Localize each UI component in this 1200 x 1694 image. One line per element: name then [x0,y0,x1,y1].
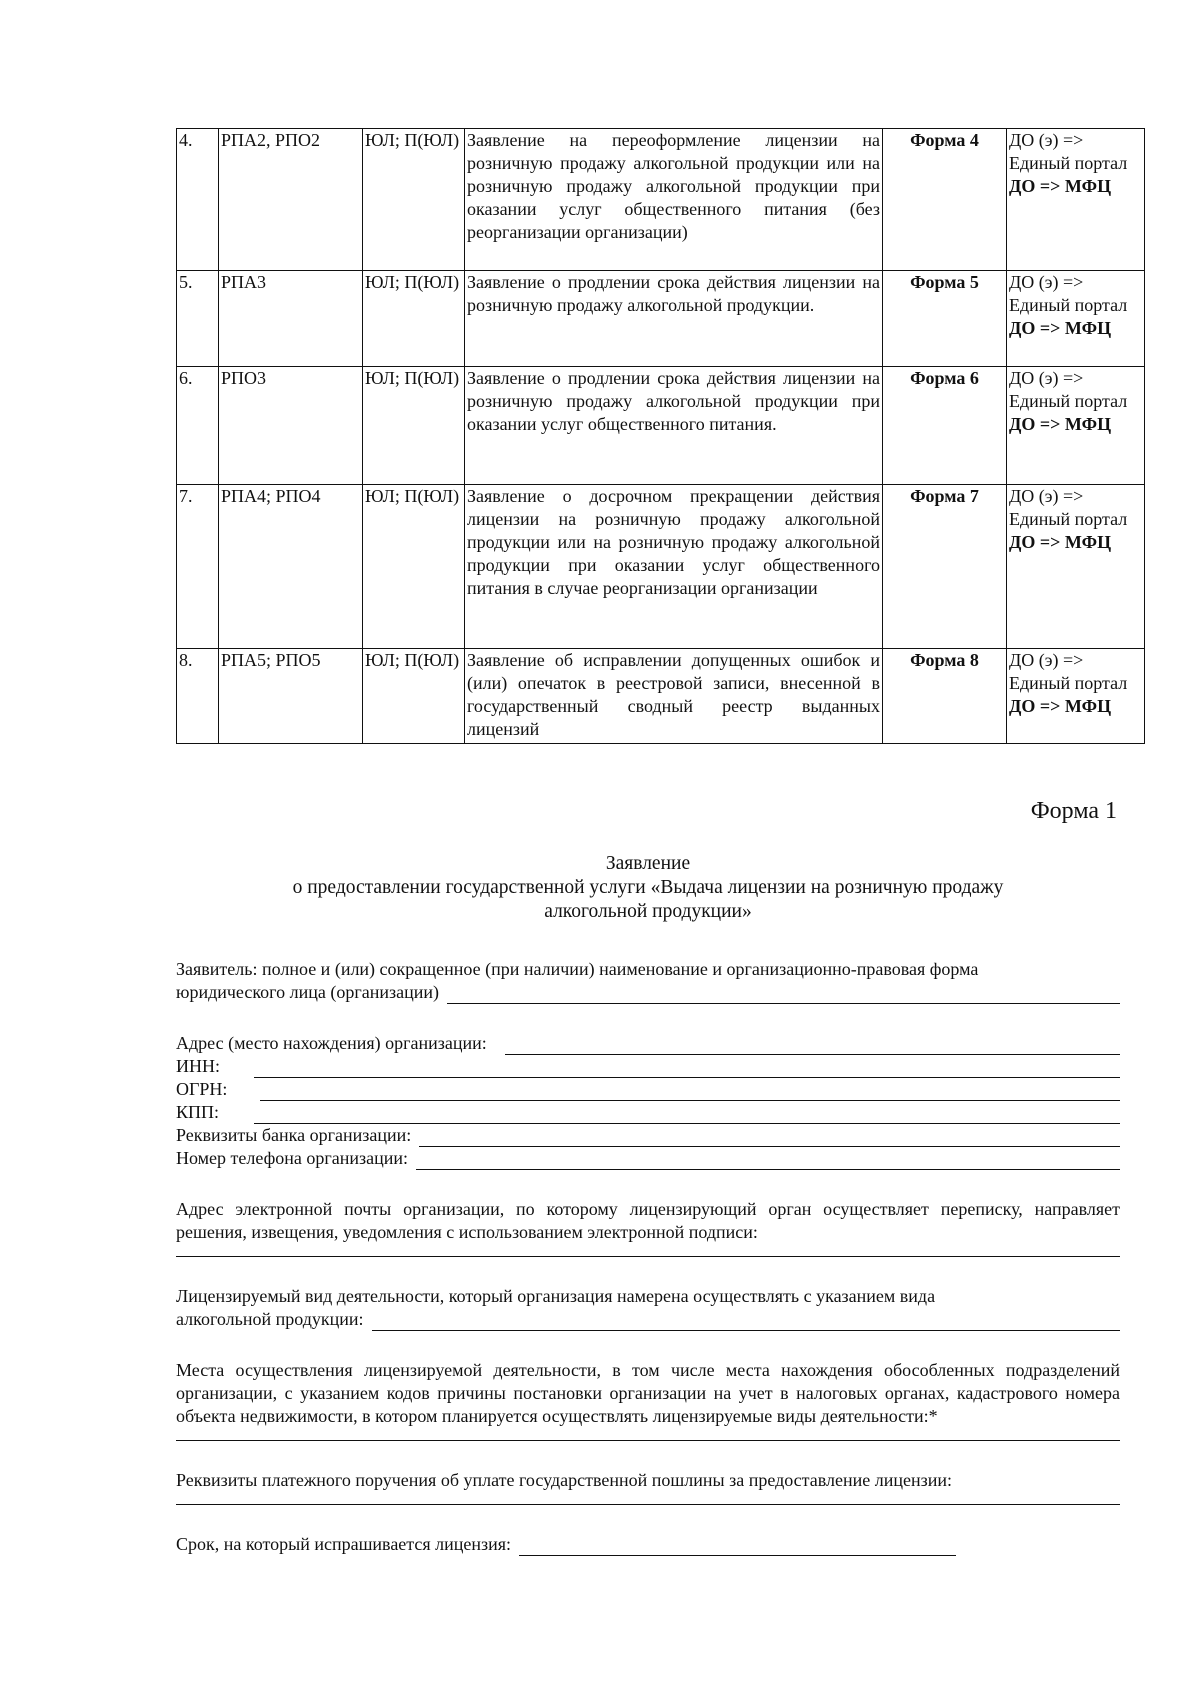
row-number-cell: 5. [177,271,219,367]
channel-line-2: Единый портал [1009,391,1128,411]
channel-line-2: Единый портал [1009,153,1128,173]
channel-line-1: ДО (э) => [1009,272,1084,292]
activity-field[interactable] [372,1314,1120,1331]
phone-label: Номер телефона организации: [176,1148,409,1168]
services-table [176,128,1145,744]
channel-cell [1007,367,1145,485]
activity-label-2: алкогольной продукции: [176,1309,364,1329]
channel-line-3: ДО => МФЦ [1009,318,1112,338]
places-label: Места осуществления лицензируемой деятельности, в том числе места нахождения обособленных подразделений организации, с указанием кодов причины постановки организации на учет в налоговых органах, кадастрового номера объекта недвижимости, в котором планируется осуществлять лицензируемые виды деятельности:* [176,1360,1120,1426]
row-number-cell: 6. [177,367,219,485]
form-ref-cell: Форма 5 [883,271,1007,367]
channel-line-2: Единый портал [1009,295,1128,315]
table-row [177,649,1145,744]
inn-field[interactable] [254,1061,1120,1078]
description-cell: Заявление о продлении срока действия лицензии на розничную продажу алкогольной продукции. [465,271,883,367]
address-row [176,1032,1120,1055]
table-row [177,367,1145,485]
description-cell: Заявление на переоформление лицензии на розничную продажу алкогольной продукции или на розничную продажу алкогольной продукции при оказании услуг общественного питания (без реорганизации организации) [465,129,883,271]
kpp-label: КПП: [176,1102,220,1122]
table-row [177,485,1145,649]
applicant-name-label: юридического лица (организации) [176,982,439,1002]
channel-line-1: ДО (э) => [1009,368,1084,388]
ogrn-field[interactable] [260,1084,1120,1101]
application-title [176,852,1120,924]
phone-field[interactable] [416,1153,1120,1170]
applicant-name-field[interactable] [447,987,1120,1004]
channel-line-1: ДО (э) => [1009,650,1084,670]
applicant-label: Заявитель: полное и (или) сокращенное (при наличии) наименование и организационно-правовая форма [176,959,979,979]
application-title-line-1: Заявление [605,853,691,874]
channel-cell [1007,485,1145,649]
inn-label: ИНН: [176,1056,220,1076]
row-number-cell: 7. [177,485,219,649]
email-field[interactable] [176,1244,1120,1257]
activity-label: Лицензируемый вид деятельности, который организация намерена осуществлять с указанием вида [176,1286,936,1306]
channel-line-1: ДО (э) => [1009,486,1084,506]
application-fields [176,958,1120,1556]
bank-row [176,1124,1120,1147]
address-label: Адрес (место нахождения) организации: [176,1033,487,1053]
term-label: Срок, на который испрашивается лицензия: [176,1534,512,1554]
inn-row [176,1055,1120,1078]
service-code-cell: РПА4; РПО4 [219,485,363,649]
row-number-cell: 8. [177,649,219,744]
applicant-name-row [176,981,1120,1004]
table-row [177,129,1145,271]
form-number-label: Форма 1 [1030,798,1117,824]
term-field[interactable] [519,1539,956,1556]
description-cell: Заявление о досрочном прекращении действия лицензии на розничную продажу алкогольной продукции или на розничную продажу алкогольной продукции при оказании услуг общественного питания в случае реорганизации организации [465,485,883,649]
row-number-cell: 4. [177,129,219,271]
channel-cell [1007,271,1145,367]
service-code-cell: РПА2, РПО2 [219,129,363,271]
address-field[interactable] [505,1038,1120,1055]
ogrn-row [176,1078,1120,1101]
form-ref-cell: Форма 7 [883,485,1007,649]
ogrn-label: ОГРН: [176,1079,228,1099]
term-row [176,1533,956,1556]
places-field[interactable] [176,1428,1120,1441]
application-title-line-2: о предоставлении государственной услуги «Выдача лицензии на розничную продажу [292,877,1004,898]
channel-line-1: ДО (э) => [1009,130,1084,150]
channel-line-3: ДО => МФЦ [1009,414,1112,434]
applicant-type-cell: ЮЛ; П(ЮЛ) [363,129,465,271]
channel-cell [1007,129,1145,271]
channel-line-2: Единый портал [1009,673,1128,693]
applicant-type-cell: ЮЛ; П(ЮЛ) [363,271,465,367]
service-code-cell: РПА3 [219,271,363,367]
kpp-row [176,1101,1120,1124]
applicant-type-cell: ЮЛ; П(ЮЛ) [363,367,465,485]
payment-field[interactable] [176,1492,1120,1505]
form-ref-cell: Форма 6 [883,367,1007,485]
form-ref-cell: Форма 4 [883,129,1007,271]
activity-row [176,1308,1120,1331]
payment-label: Реквизиты платежного поручения об уплате государственной пошлины за предоставление лицензии: [176,1470,952,1490]
table-row [177,271,1145,367]
bank-label: Реквизиты банка организации: [176,1125,412,1145]
channel-cell [1007,649,1145,744]
services-table-body [177,129,1145,744]
bank-field[interactable] [419,1130,1120,1147]
description-cell: Заявление о продлении срока действия лицензии на розничную продажу алкогольной продукции при оказании услуг общественного питания. [465,367,883,485]
channel-line-2: Единый портал [1009,509,1128,529]
service-code-cell: РПО3 [219,367,363,485]
description-cell: Заявление об исправлении допущенных ошибок и (или) опечаток в реестровой записи, внесенной в государственный сводный реестр выданных лицензий [465,649,883,744]
phone-row [176,1147,1120,1170]
applicant-type-cell: ЮЛ; П(ЮЛ) [363,485,465,649]
form-ref-cell: Форма 8 [883,649,1007,744]
applicant-type-cell: ЮЛ; П(ЮЛ) [363,649,465,744]
channel-line-3: ДО => МФЦ [1009,532,1112,552]
service-code-cell: РПА5; РПО5 [219,649,363,744]
kpp-field[interactable] [254,1107,1120,1124]
channel-line-3: ДО => МФЦ [1009,696,1112,716]
email-label: Адрес электронной почты организации, по которому лицензирующий орган осуществляет переписку, направляет решения, извещения, уведомления с использованием электронной подписи: [176,1199,1120,1242]
application-title-line-3: алкогольной продукции» [544,901,752,922]
channel-line-3: ДО => МФЦ [1009,176,1112,196]
